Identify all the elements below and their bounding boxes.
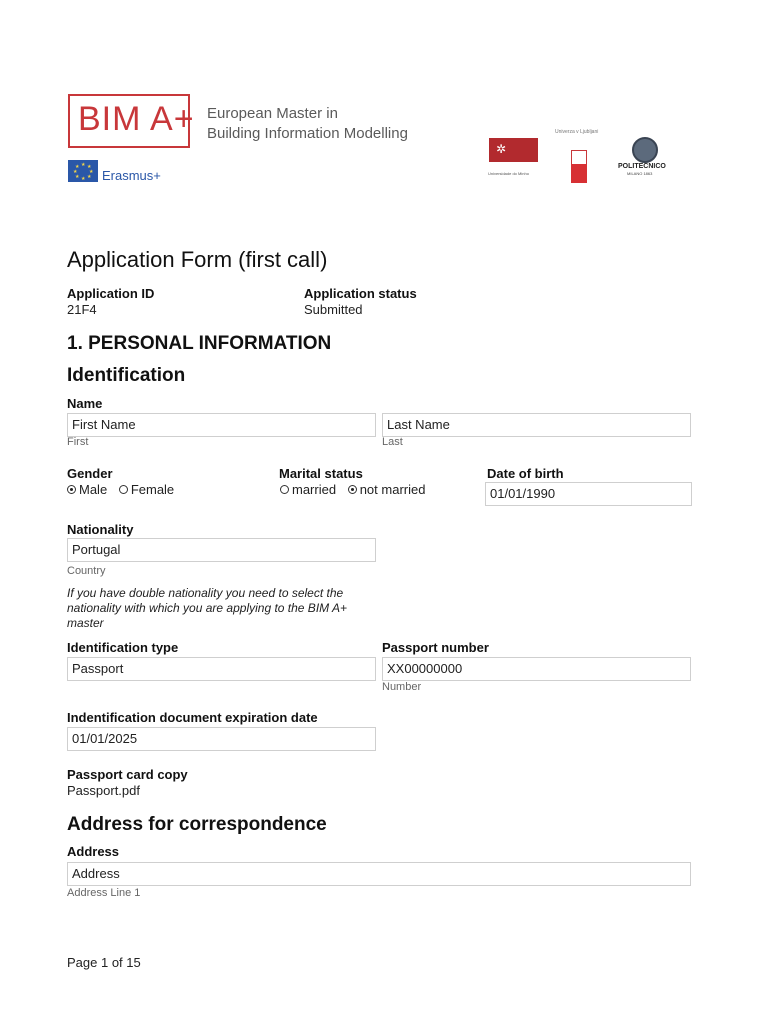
bim-subtitle-line-2: Building Information Modelling <box>207 125 408 142</box>
marital-option-married[interactable] <box>280 482 336 497</box>
gender-option-female[interactable] <box>119 482 174 497</box>
bim-logo-subtitle <box>207 104 408 144</box>
date-of-birth-label: Date of birth <box>487 466 564 481</box>
first-name-help: First <box>67 436 89 448</box>
address-label: Address <box>67 844 120 859</box>
uminho-caption: Universidade do Minho <box>488 171 529 176</box>
expiration-date-field[interactable]: 01/01/2025 <box>67 727 376 751</box>
radio-checked-icon <box>348 485 357 494</box>
address-line-1-field[interactable]: Address <box>67 862 691 886</box>
passport-number-field[interactable]: XX00000000 <box>382 657 691 681</box>
last-name-help: Last <box>382 436 403 448</box>
radio-unchecked-icon <box>119 485 128 494</box>
radio-unchecked-icon <box>280 485 289 494</box>
marital-option-not-married-label: not married <box>359 482 426 497</box>
erasmus-logo: Erasmus+ <box>102 168 161 183</box>
marital-option-married-label: married <box>292 482 337 497</box>
marital-radio-group <box>280 482 433 497</box>
name-label: Name <box>67 396 103 411</box>
expiration-date-label: Indentification document expiration date <box>67 710 318 725</box>
application-id-value: 21F4 <box>67 302 97 317</box>
nationality-field[interactable]: Portugal <box>67 538 376 562</box>
application-status-value: Submitted <box>304 302 363 317</box>
application-status-label: Application status <box>304 286 417 301</box>
gender-option-male[interactable] <box>67 482 107 497</box>
passport-copy-file[interactable]: Passport.pdf <box>67 783 140 798</box>
ljubljana-caption: Univerza v Ljubljani <box>555 129 599 135</box>
radio-checked-icon <box>67 485 76 494</box>
uminho-mark-icon: ✲ <box>496 142 507 156</box>
passport-number-label: Passport number <box>382 640 489 655</box>
gender-label: Gender <box>67 466 113 481</box>
polimi-seal-icon <box>632 137 658 163</box>
section-personal-information: 1. PERSONAL INFORMATION <box>67 333 332 354</box>
last-name-field[interactable]: Last Name <box>382 413 691 437</box>
marital-option-not-married[interactable] <box>348 482 426 497</box>
nationality-note: If you have double nationality you need to select the nationality with which you are applying to the BIM A+ master <box>67 586 348 630</box>
nationality-help: Country <box>67 565 106 577</box>
gender-option-female-label: Female <box>130 482 175 497</box>
first-name-field[interactable]: First Name <box>67 413 376 437</box>
application-id-label: Application ID <box>67 286 155 301</box>
gender-option-male-label: Male <box>79 482 108 497</box>
bim-logo: BIM A+ <box>78 100 195 138</box>
nationality-label: Nationality <box>67 522 134 537</box>
address-line-1-help: Address Line 1 <box>67 887 141 899</box>
section-address: Address for correspondence <box>67 814 327 835</box>
date-of-birth-field[interactable]: 01/01/1990 <box>485 482 692 506</box>
section-identification: Identification <box>67 365 186 386</box>
passport-number-help: Number <box>382 681 422 693</box>
ljubljana-emblem-icon <box>571 150 587 164</box>
marital-status-label: Marital status <box>279 466 363 481</box>
passport-copy-label: Passport card copy <box>67 767 188 782</box>
polimi-logo: POLITECNICO <box>618 163 666 170</box>
polimi-subtitle: MILANO 1863 <box>627 171 653 176</box>
identification-type-label: Identification type <box>67 640 179 655</box>
page-title: Application Form (first call) <box>67 247 328 272</box>
identification-type-field[interactable]: Passport <box>67 657 376 681</box>
eu-flag-icon: ★ ★ ★ ★ ★ ★ ★ ★ <box>68 160 98 182</box>
ljubljana-logo <box>571 164 587 183</box>
page-number: Page 1 of 15 <box>67 955 141 970</box>
bim-subtitle-line-1: European Master in <box>207 105 338 122</box>
gender-radio-group <box>67 482 182 497</box>
